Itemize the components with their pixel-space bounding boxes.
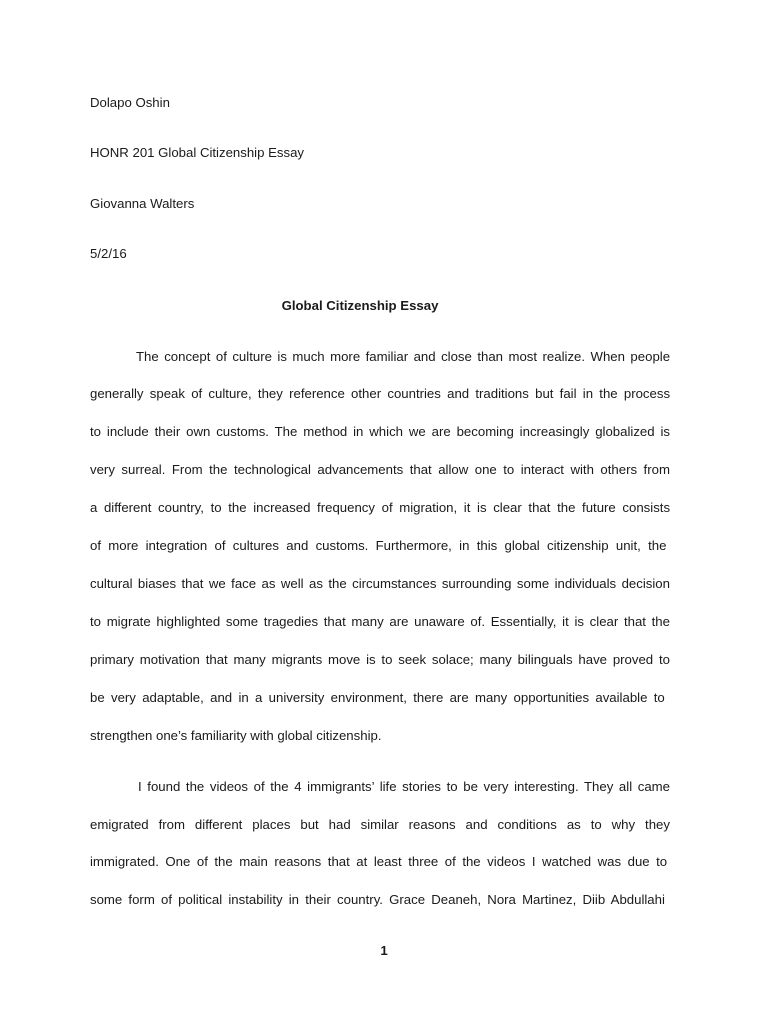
course-title: HONR 201 Global Citizenship Essay xyxy=(90,145,305,160)
paragraph-line: to include their own customs. The method in which we are becoming increasingly globalized is xyxy=(90,424,671,439)
instructor-name: Giovanna Walters xyxy=(90,196,195,211)
paragraph-line: primary motivation that many migrants move is to seek solace; many bilinguals have proved to xyxy=(90,652,670,667)
paragraph-line: be very adaptable, and in a university environment, there are many opportunities available to xyxy=(90,690,665,705)
paragraph-line: emigrated from different places but had similar reasons and conditions as to why they xyxy=(90,817,670,832)
paragraph-line: The concept of culture is much more familiar and close than most realize. When people xyxy=(136,349,671,364)
paragraph-line: some form of political instability in their country. Grace Deaneh, Nora Martinez, Diib Abdullahi xyxy=(90,892,665,907)
essay-title: Global Citizenship Essay xyxy=(281,298,439,313)
author-name: Dolapo Oshin xyxy=(90,95,170,110)
paragraph-line: strengthen one’s familiarity with global citizenship. xyxy=(90,728,382,743)
paragraph-line: of more integration of cultures and customs. Furthermore, in this global citizenship unit, the xyxy=(90,538,667,553)
paragraph-line: to migrate highlighted some tragedies that many are unaware of. Essentially, it is clear that the xyxy=(90,614,670,629)
paragraph-line: a different country, to the increased frequency of migration, it is clear that the future consists xyxy=(90,500,671,515)
paragraph-line: I found the videos of the 4 immigrants’ life stories to be very interesting. They all came xyxy=(138,779,670,794)
paragraph-line: immigrated. One of the main reasons that at least three of the videos I watched was due to xyxy=(90,854,668,869)
page-number: 1 xyxy=(380,943,388,958)
paragraph-line: generally speak of culture, they reference other countries and traditions but fail in the process xyxy=(90,386,671,401)
paragraph-line: very surreal. From the technological advancements that allow one to interact with others from xyxy=(90,462,670,477)
paragraph-line: cultural biases that we face as well as the circumstances surrounding some individuals decision xyxy=(90,576,670,591)
essay-date: 5/2/16 xyxy=(90,246,127,261)
